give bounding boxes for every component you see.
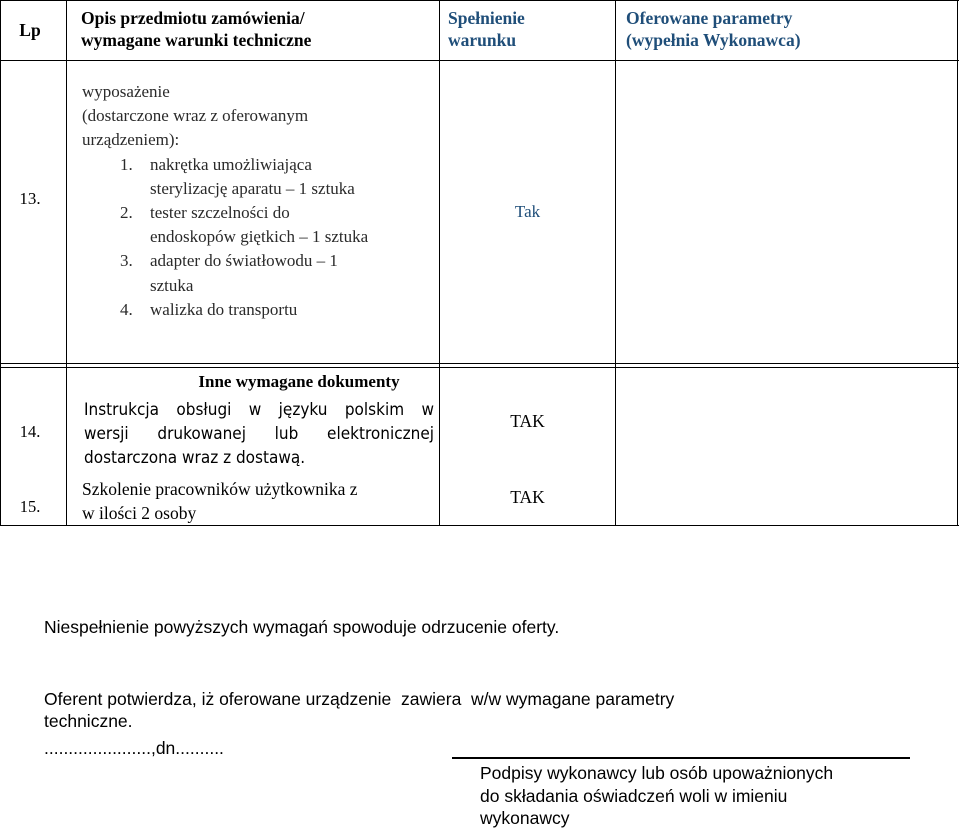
col-offered-right-border bbox=[957, 0, 958, 526]
row14-description-line: wersji drukowanej lub elektronicznej bbox=[84, 424, 434, 444]
rejection-notice: Niespełnienie powyższych wymagań spowoduje odrzucenie oferty. bbox=[44, 617, 560, 637]
table-top-border bbox=[0, 0, 959, 1]
row13-intro-line: urządzeniem): bbox=[82, 130, 180, 150]
row13-equipment-list bbox=[120, 153, 432, 322]
list-item-line: nakrętka umożliwiająca bbox=[150, 154, 312, 174]
row14-fulfillment: TAK bbox=[510, 411, 545, 431]
row13-fulfillment: Tak bbox=[514, 202, 541, 221]
row14-description bbox=[84, 398, 434, 470]
row15-lp: 15. bbox=[19, 497, 41, 516]
row13-lp: 13. bbox=[19, 189, 41, 208]
confirmation-line: techniczne. bbox=[44, 711, 133, 731]
header-offered-line: (wypełnia Wykonawca) bbox=[626, 30, 801, 50]
header-description bbox=[66, 7, 438, 51]
header-offered-line: Oferowane parametry bbox=[626, 8, 793, 28]
confirmation-line: Oferent potwierdza, iż oferowane urządzenie zawiera w/w wymagane parametry bbox=[44, 689, 675, 709]
row15-description-line: w ilości 2 osoby bbox=[82, 503, 197, 523]
list-item-number: 1. bbox=[120, 154, 133, 174]
row13-offered-cell[interactable] bbox=[616, 61, 957, 363]
row14-description-line: Instrukcja obsługi w języku polskim w bbox=[84, 400, 434, 420]
header-fulfillment-line: warunku bbox=[448, 30, 517, 50]
list-item-line: endoskopów giętkich – 1 sztuka bbox=[150, 227, 369, 247]
row13-intro-line: wyposażenie bbox=[82, 82, 170, 101]
list-item-number: 3. bbox=[120, 251, 133, 271]
header-fulfillment-line: Spełnienie bbox=[448, 8, 525, 28]
col-lp-right-border bbox=[66, 0, 67, 526]
list-item-number: 2. bbox=[120, 203, 133, 223]
list-item-line: tester szczelności do bbox=[150, 203, 290, 223]
row14-top-border bbox=[0, 367, 959, 368]
header-fulfillment bbox=[440, 7, 615, 51]
list-item bbox=[120, 153, 432, 201]
date-line: ......................,dn.......... bbox=[44, 738, 224, 758]
signature-caption-line: Podpisy wykonawcy lub osób upoważnionych bbox=[480, 763, 834, 783]
row15-description bbox=[82, 477, 432, 525]
header-description-line: wymagane warunki techniczne bbox=[81, 30, 312, 50]
list-item-line: sterylizację aparatu – 1 sztuka bbox=[150, 178, 355, 198]
signature-caption bbox=[480, 762, 920, 830]
list-item-line: adapter do światłowodu – 1 bbox=[150, 251, 338, 271]
row14-lp: 14. bbox=[19, 422, 41, 441]
other-documents-title: Inne wymagane dokumenty bbox=[198, 372, 400, 391]
list-item bbox=[120, 249, 432, 297]
signature-caption-line: wykonawcy bbox=[480, 808, 570, 828]
row15-fulfillment: TAK bbox=[510, 487, 545, 507]
signature-line bbox=[452, 757, 910, 759]
list-item-line: walizka do transportu bbox=[150, 299, 298, 319]
header-lp: Lp bbox=[19, 20, 41, 40]
list-item-number: 4. bbox=[120, 299, 133, 319]
col-desc-right-border bbox=[439, 0, 440, 526]
row13-intro-line: (dostarczone wraz z oferowanym bbox=[82, 106, 309, 126]
header-offered-parameters bbox=[616, 7, 959, 51]
row15-description-line: Szkolenie pracowników użytkownika z bbox=[82, 479, 358, 499]
list-item-line: sztuka bbox=[150, 275, 194, 295]
list-item bbox=[120, 201, 432, 249]
list-item bbox=[120, 298, 432, 322]
signature-caption-line: do składania oświadczeń woli w imieniu bbox=[480, 785, 788, 806]
row13-bottom-border bbox=[0, 363, 959, 364]
row14-description-line: dostarczona wraz z dostawą. bbox=[84, 448, 306, 468]
bidder-confirmation bbox=[44, 688, 874, 732]
header-description-line: Opis przedmiotu zamówienia/ bbox=[81, 8, 305, 28]
table-bottom-border bbox=[0, 525, 959, 526]
row13-description bbox=[82, 80, 432, 322]
col-lp-left-border bbox=[0, 0, 1, 526]
